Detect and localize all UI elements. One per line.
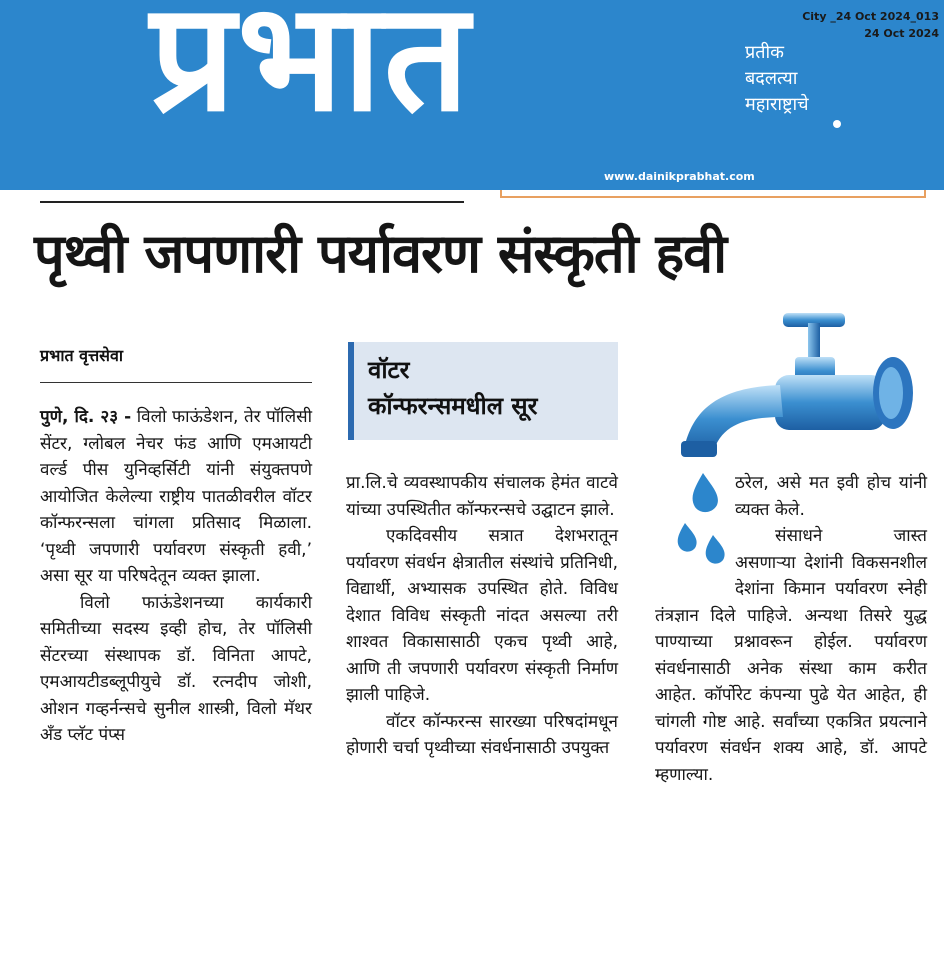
byline-rule (40, 382, 312, 383)
article-column-3 (655, 470, 927, 788)
masthead-tagline (745, 40, 809, 118)
newspaper-logo: प्रभात (150, 0, 472, 145)
edition-label: City _24 Oct 2024_013 (802, 10, 939, 23)
paragraph-text: विलो फाऊंडेशन, तेर पॉलिसी सेंटर, ग्लोबल नेचर फंड आणि एमआयटी वर्ल्ड पीस युनिव्हर्सिटी यांनी संयुक्तपणे आयोजित केलेल्या राष्ट्रीय पातळीवरील वॉटर कॉन्फरन्सला चांगला प्रतिसाद मिळाला. ‘पृथ्वी जपणारी पर्यावरण संस्कृती हवी,’ असा सूर या परिषदेतून व्यक्त झाला. (40, 407, 312, 586)
article-paragraph: प्रा.लि.चे व्यवस्थापकीय संचालक हेमंत वाटवे यांच्या उपस्थितीत कॉन्फरन्सचे उद्घाटन झाले. (346, 473, 618, 520)
article-headline: पृथ्वी जपणारी पर्यावरण संस्कृती हवी (34, 222, 727, 285)
subhead-line-2: कॉन्फरन्समधील सूर (368, 392, 538, 420)
subhead-box (348, 342, 618, 440)
website-link[interactable]: www.dainikprabhat.com (604, 170, 755, 183)
tagline-line-1: प्रतीक (745, 42, 784, 63)
article-column-2 (346, 470, 618, 762)
edition-date: 24 Oct 2024 (864, 27, 939, 40)
top-rule (40, 201, 464, 203)
article-paragraph: ठरेल, असे मत इवी होच यांनी व्यक्त केले. (735, 473, 927, 520)
article-paragraph: संसाधने जास्त असणाऱ्या देशांनी विकसनशील देशांना किमान पर्यावरण स्नेही तंत्रज्ञान दिले पाहिजे. अन्यथा तिसरे युद्ध पाण्याच्या प्रश्नावरून होईल. पर्यावरण संवर्धनासाठी अनेक संस्था काम करीत आहेत. कॉर्पोरेट कंपन्या पुढे येत आहेत, ही चांगली गोष्ट आहे. सर्वांच्या एकत्रित प्रयत्नाने पर्यावरण संवर्धन शक्य आहे, डॉ. आपटे म्हणाल्या. (655, 526, 927, 785)
edition-info (802, 8, 939, 42)
tagline-line-3: महाराष्ट्राचे (745, 94, 809, 115)
byline: प्रभात वृत्तसेवा (40, 346, 123, 365)
article-paragraph: एकदिवसीय सत्रात देशभरातून पर्यावरण संवर्धन क्षेत्रातील संस्थांचे प्रतिनिधी, विद्यार्थी, अभ्यासक उपस्थित होते. विविध देशात विविध संस्कृती नांदत असल्या तरी शाश्वत विकासासाठी एकच पृथ्वी आहे, आणि ती जपणारी पर्यावरण संस्कृती निर्माण झाली पाहिजे. (346, 526, 618, 705)
dateline: पुणे, दि. २३ - (40, 407, 132, 427)
article-paragraph: वॉटर कॉन्फरन्स सारख्या परिषदांमधून होणारी चर्चा पृथ्वीच्या संवर्धनासाठी उपयुक्त (346, 711, 618, 758)
subhead-line-1: वॉटर (368, 356, 410, 384)
image-wrap-space (655, 470, 735, 580)
article-column-1 (40, 404, 312, 749)
orange-divider (500, 190, 926, 198)
article-paragraph (40, 404, 312, 590)
tagline-dot (833, 120, 841, 128)
tagline-line-2: बदलत्या (745, 68, 798, 89)
article-paragraph: विलो फाऊंडेशनच्या कार्यकारी समितीच्या सदस्य इव्ही होच, तेर पॉलिसी सेंटरच्या संस्थापक डॉ. विनिता आपटे, एमआयटीडब्लूपीयुचे डॉ. रत्नदीप जोशी, ओशन गव्हर्नन्सचे सुनील शास्त्री, विलो मॅथर अँड प्लॅट पंप्स (40, 592, 312, 745)
